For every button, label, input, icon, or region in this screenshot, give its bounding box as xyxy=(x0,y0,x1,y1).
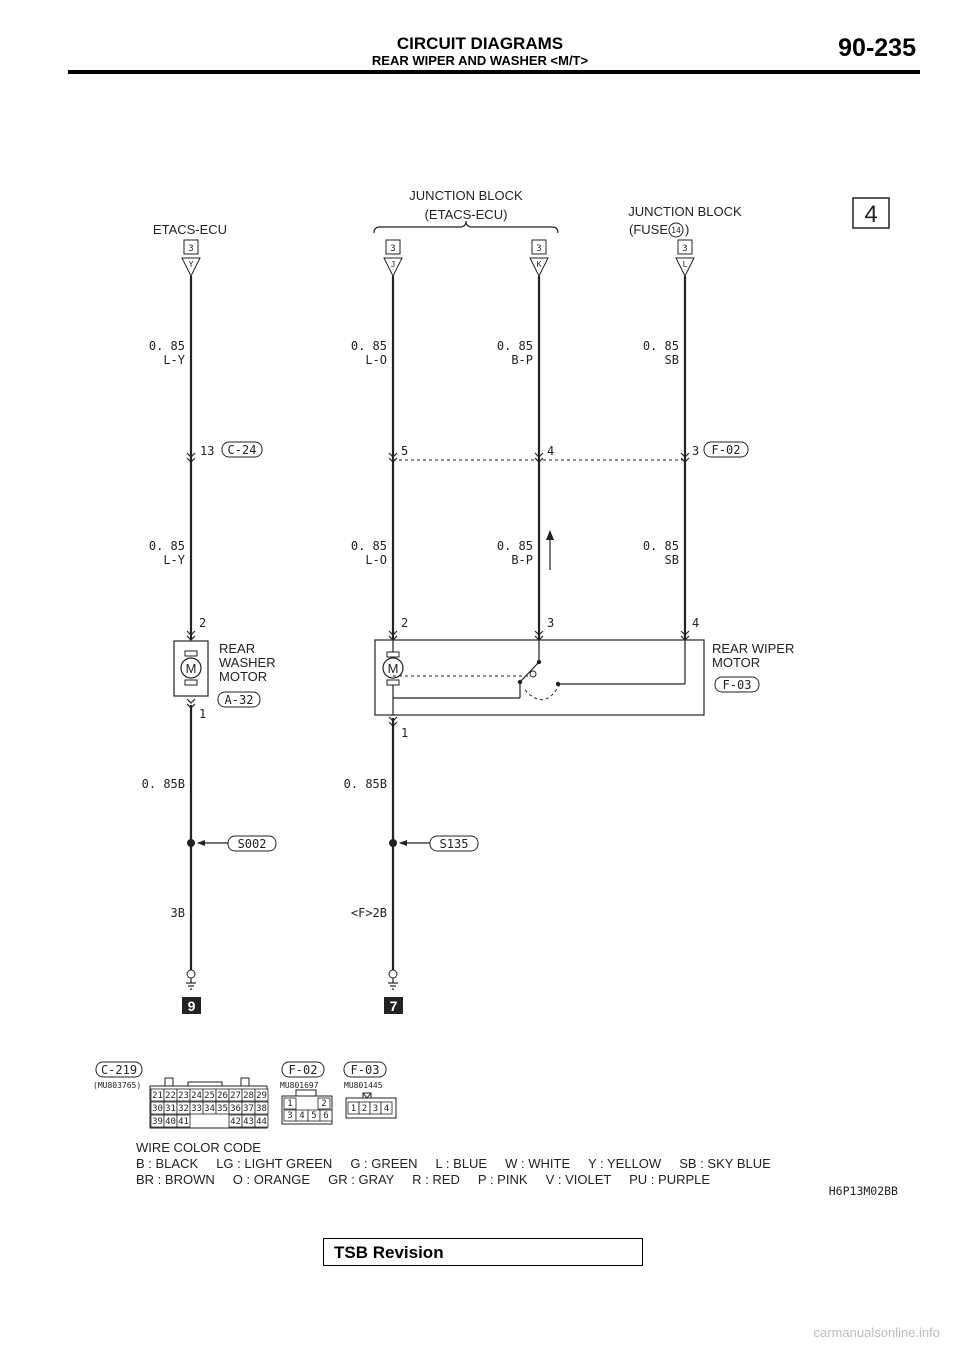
wire-color-code-title: WIRE COLOR CODE xyxy=(136,1140,261,1155)
connector-pin-number: 38 xyxy=(256,1104,267,1114)
current-arrow-icon xyxy=(546,530,554,570)
connector-view-f03 xyxy=(344,1062,396,1118)
connector-view-f02 xyxy=(280,1062,332,1124)
connector-pin-number: 35 xyxy=(217,1104,228,1114)
connector-pin-number: 37 xyxy=(243,1104,254,1114)
terminal-jb1-a-box: 3 xyxy=(390,244,396,254)
ground-1-icon xyxy=(182,970,201,1014)
connector-view-c219 xyxy=(93,1062,268,1128)
f02-row-2 xyxy=(284,1110,332,1121)
washer-motor-label-1: REAR xyxy=(219,641,256,656)
wire-2-lower-color: L-O xyxy=(365,553,387,567)
wire-4-upper-color: SB xyxy=(664,353,679,367)
connector-pin-number: 25 xyxy=(204,1091,215,1101)
connector-pin-number: 4 xyxy=(299,1111,305,1121)
splice-s135 xyxy=(389,836,478,851)
wire-color-code-line2: BR : BROWN O : ORANGE GR : GRAY R : RED P : PINK V : VIOLET PU : PURPLE xyxy=(136,1172,711,1187)
c219-label: C-219 xyxy=(100,1063,138,1077)
terminal-jb1-b-box: 3 xyxy=(536,244,542,254)
splice-s135-label: S135 xyxy=(439,837,469,851)
connector-pin-number: 39 xyxy=(152,1117,163,1127)
connector-pin-number: 24 xyxy=(191,1091,202,1101)
f03-view-label: F-03 xyxy=(350,1063,380,1077)
ground-2-wire-label: 0. 85B xyxy=(343,777,387,791)
connector-c24-label: C-24 xyxy=(227,443,257,457)
fuse-prefix: (FUSE xyxy=(629,222,668,237)
wire-1-lower-color: L-Y xyxy=(163,553,185,567)
footer-watermark: carmanualsonline.info xyxy=(813,1325,940,1340)
connector-pin-number: 5 xyxy=(311,1111,317,1121)
wire-3-upper-color: B-P xyxy=(511,353,533,367)
terminal-etacs-letter: Y xyxy=(188,260,194,269)
ground-1-number: 9 xyxy=(187,998,196,1014)
terminal-jb1-b xyxy=(530,240,548,276)
washer-pin-top: 2 xyxy=(199,616,207,630)
wiper-motor-connector: F-03 xyxy=(722,678,752,692)
connector-pin-number: 22 xyxy=(165,1091,176,1101)
connector-pin-number: 33 xyxy=(191,1104,202,1114)
wire-1-upper-gauge: 0. 85 xyxy=(148,339,185,353)
terminal-jb2-box: 3 xyxy=(682,244,688,254)
washer-motor-connector: A-32 xyxy=(224,693,254,707)
connector-pin-number: 43 xyxy=(243,1117,254,1127)
connector-pin-number: 6 xyxy=(323,1111,329,1121)
terminal-jb1-b-letter: K xyxy=(536,260,542,269)
ground-1-lower-label: 3B xyxy=(170,906,185,920)
junction-block-1-line2: (ETACS-ECU) xyxy=(424,207,508,222)
connector-pin-number: 34 xyxy=(204,1104,215,1114)
connector-pin-number: 23 xyxy=(178,1091,189,1101)
terminal-etacs-box: 3 xyxy=(188,244,194,254)
wire-1-lower-gauge: 0. 85 xyxy=(148,539,185,553)
wire-3-lower-color: B-P xyxy=(511,553,533,567)
connector-c24-pin: 13 xyxy=(200,444,215,458)
connector-pin-number: 3 xyxy=(372,1104,379,1114)
connector-f02-pin-c: 3 xyxy=(692,444,700,458)
washer-motor-label-2: WASHER xyxy=(219,655,276,670)
junction-block-brace xyxy=(374,221,558,233)
wiper-motor-label-2: MOTOR xyxy=(712,655,761,670)
connector-pin-number: 30 xyxy=(152,1104,163,1114)
fuse-number: 14 xyxy=(671,226,681,235)
connector-pin-number: 2 xyxy=(361,1104,368,1114)
connector-pin-number: 1 xyxy=(350,1104,357,1114)
junction-block-2-line1: JUNCTION BLOCK xyxy=(628,204,742,219)
wire-4-upper-gauge: 0. 85 xyxy=(642,339,679,353)
connector-pin-number: 31 xyxy=(165,1104,176,1114)
wire-2-upper-color: L-O xyxy=(365,353,387,367)
connector-pin-number: 42 xyxy=(230,1117,241,1127)
etacs-ecu-label: ETACS-ECU xyxy=(152,222,228,237)
connector-pin-number: 40 xyxy=(165,1117,176,1127)
connector-pin-number: 2 xyxy=(321,1099,327,1109)
f03-row xyxy=(348,1102,392,1114)
sheet-tab-label: 4 xyxy=(864,201,878,228)
splice-s002 xyxy=(187,836,276,851)
wire-3-upper-gauge: 0. 85 xyxy=(496,339,533,353)
f02-part: MU801697 xyxy=(280,1081,319,1090)
connector-f02-pin-a: 5 xyxy=(401,444,409,458)
connector-pin-number: 3 xyxy=(287,1111,293,1121)
f03-part: MU801445 xyxy=(344,1081,383,1090)
ground-1-wire-label: 0. 85B xyxy=(141,777,185,791)
wiper-pin-c: 4 xyxy=(692,616,700,630)
connector-c24 xyxy=(187,442,262,462)
c219-row-2 xyxy=(151,1102,268,1114)
wiper-pin-bottom: 1 xyxy=(401,726,409,740)
rear-wiper-motor xyxy=(375,616,794,740)
fuse-suffix: ) xyxy=(685,222,690,237)
wiper-motor-icon: M xyxy=(387,661,399,676)
connector-pin-number: 21 xyxy=(152,1091,163,1101)
wire-2-upper-gauge: 0. 85 xyxy=(350,339,387,353)
wiper-pin-b: 3 xyxy=(547,616,555,630)
junction-block-1-line1: JUNCTION BLOCK xyxy=(409,188,523,203)
sheet-tab xyxy=(853,198,889,228)
ground-2-icon xyxy=(384,970,403,1014)
tsb-revision-box xyxy=(323,1238,643,1266)
page-subtitle: REAR WIPER AND WASHER <M/T> xyxy=(371,53,589,68)
connector-pin-number: 29 xyxy=(256,1091,267,1101)
washer-motor-label-3: MOTOR xyxy=(219,669,268,684)
page-number: 90-235 xyxy=(838,34,916,62)
connector-pin-number: 28 xyxy=(243,1091,254,1101)
wire-3-lower-gauge: 0. 85 xyxy=(496,539,533,553)
wire-2-lower-gauge: 0. 85 xyxy=(350,539,387,553)
connector-pin-number: 26 xyxy=(217,1091,228,1101)
connector-pin-number: 1 xyxy=(287,1099,293,1109)
rear-washer-motor xyxy=(174,616,276,721)
c219-part: (MU803765) xyxy=(93,1081,142,1090)
page-title: CIRCUIT DIAGRAMS xyxy=(396,34,564,53)
wire-1-upper-color: L-Y xyxy=(163,353,185,367)
washer-pin-bottom: 1 xyxy=(199,707,207,721)
connector-pin-number: 41 xyxy=(178,1117,189,1127)
connector-pin-number: 44 xyxy=(256,1117,267,1127)
terminal-jb1-a-letter: J xyxy=(390,260,396,269)
ground-2-number: 7 xyxy=(389,998,398,1014)
wiper-pin-a: 2 xyxy=(401,616,409,630)
terminal-jb1-a xyxy=(384,240,402,276)
connector-pin-number: 27 xyxy=(230,1091,241,1101)
connector-pin-number: 32 xyxy=(178,1104,189,1114)
washer-motor-icon: M xyxy=(185,661,197,676)
ground-2-lower-label: <F>2B xyxy=(350,906,387,920)
f02-view-label: F-02 xyxy=(288,1063,318,1077)
wire-color-code-line1: B : BLACK LG : LIGHT GREEN G : GREEN L : BLUE W : WHITE Y : YELLOW SB : SKY BLUE xyxy=(136,1156,771,1171)
wiper-motor-label-1: REAR WIPER xyxy=(712,641,795,656)
wire-4-lower-gauge: 0. 85 xyxy=(642,539,679,553)
terminal-jb2-letter: L xyxy=(682,260,688,269)
junction-block-2-line2 xyxy=(629,222,689,237)
figure-code: H6P13M02BB xyxy=(828,1184,898,1198)
terminal-jb2 xyxy=(676,240,694,276)
connector-f02-pin-b: 4 xyxy=(547,444,555,458)
connector-f02-label: F-02 xyxy=(711,443,741,457)
connector-f02-inline xyxy=(389,442,748,462)
wire-4-lower-color: SB xyxy=(664,553,679,567)
c219-row-1 xyxy=(151,1089,268,1101)
tsb-revision-label: TSB Revision xyxy=(334,1243,444,1262)
splice-s002-label: S002 xyxy=(237,837,267,851)
connector-pin-number: 4 xyxy=(383,1104,390,1114)
terminal-etacs xyxy=(182,240,200,276)
connector-pin-number: 36 xyxy=(230,1104,241,1114)
